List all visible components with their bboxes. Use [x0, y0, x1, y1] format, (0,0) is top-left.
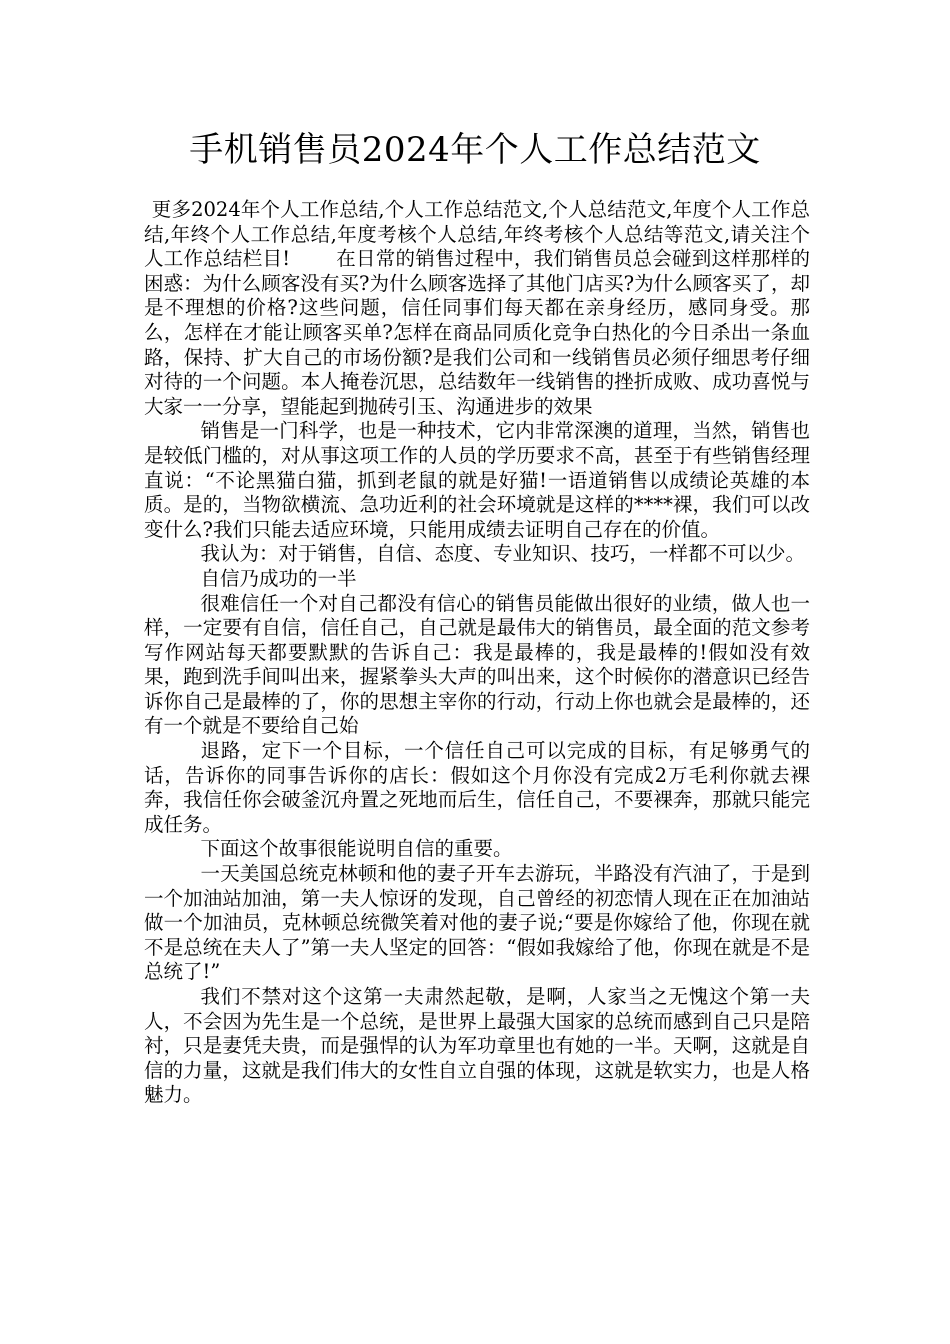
- document-title: 手机销售员2024年个人工作总结范文: [189, 130, 761, 170]
- paragraph-story-intro: 下面这个故事很能说明自信的重要。: [200, 837, 513, 861]
- paragraph-story: 一天美国总统克林顿和他的妻子开车去游玩，半路没有汽油了，于是到一个加油站加油，第一夫人惊讶的发现，自己曾经的初恋情人现在正在加油站做一个加油员，克林顿总统微笑着对他的妻子说;“要是你嫁给了他，你现在就不是总统在夫人了”第一夫人坚定的回答：“假如我嫁给了他，你现在就是不是总统了!”: [144, 862, 810, 984]
- paragraph-opinion: 我认为：对于销售，自信、态度、专业知识、技巧，一样都不可以少。: [200, 542, 806, 566]
- section-heading-confidence: 自信乃成功的一半: [200, 566, 357, 590]
- document-body: [144, 198, 810, 1108]
- paragraph-sales-science: 销售是一门科学，也是一种技术，它内非常深澳的道理，当然，销售也是较低门槛的，对从事这项工作的人员的学历要求不高，甚至于有些销售经理直说：“不论黑猫白猫，抓到老鼠的就是好猫!一语道销售以成绩论英雄的本质。是的，当物欲横流、急功近利的社会环境就是这样的****裸，我们可以改变什么?我们只能去适应环境，只能用成绩去证明自己存在的价值。: [144, 419, 810, 541]
- paragraph-no-retreat: 退路，定下一个目标，一个信任自己可以完成的目标，有足够勇气的话，告诉你的同事告诉你的店长：假如这个月你没有完成2万毛利你就去裸奔，我信任你会破釜沉舟置之死地而后生，信任自己，不要裸奔，那就只能完成任务。: [144, 739, 810, 836]
- paragraph-confidence: 很难信任一个对自己都没有信心的销售员能做出很好的业绩，做人也一样，一定要有自信，信任自己，自己就是最伟大的销售员，最全面的范文参考写作网站每天都要默默的告诉自己：我是最棒的，我是最棒的!假如没有效果，跑到洗手间叫出来，握紧拳头大声的叫出来，这个时候你的潜意识已经告诉你自己是最棒的了，你的思想主宰你的行动，行动上你也就会是最棒的，还有一个就是不要给自己始: [144, 591, 810, 738]
- paragraph-intro: 更多2024年个人工作总结,个人工作总结范文,个人总结范文,年度个人工作总结,年终个人工作总结,年度考核个人总结,年终考核个人总结等范文,请关注个人工作总结栏目! 在日常的销售过程中，我们销售员总会碰到这样那样的困惑：为什么顾客没有买?为什么顾客选择了其他门店买?为什么顾客买了，却是不理想的价格?这些问题，信任同事们每天都在亲身经历，感同身受。那么，怎样在才能让顾客买单?怎样在商品同质化竞争白热化的今日杀出一条血路，保持、扩大自己的市场份额?是我们公司和一线销售员必须仔细思考仔细对待的一个问题。本人掩卷沉思，总结数年一线销售的挫折成败、成功喜悦与大家一一分享，望能起到抛砖引玉、沟通进步的效果: [144, 198, 810, 418]
- paragraph-story-conclusion: 我们不禁对这个这第一夫肃然起敬，是啊，人家当之无愧这个第一夫人，不会因为先生是一个总统，是世界上最强大国家的总统而感到自己只是陪衬，只是妻凭夫贵，而是强悍的认为军功章里也有她的一半。天啊，这就是自信的力量，这就是我们伟大的女性自立自强的体现，这就是软实力，也是人格魅力。: [144, 985, 810, 1107]
